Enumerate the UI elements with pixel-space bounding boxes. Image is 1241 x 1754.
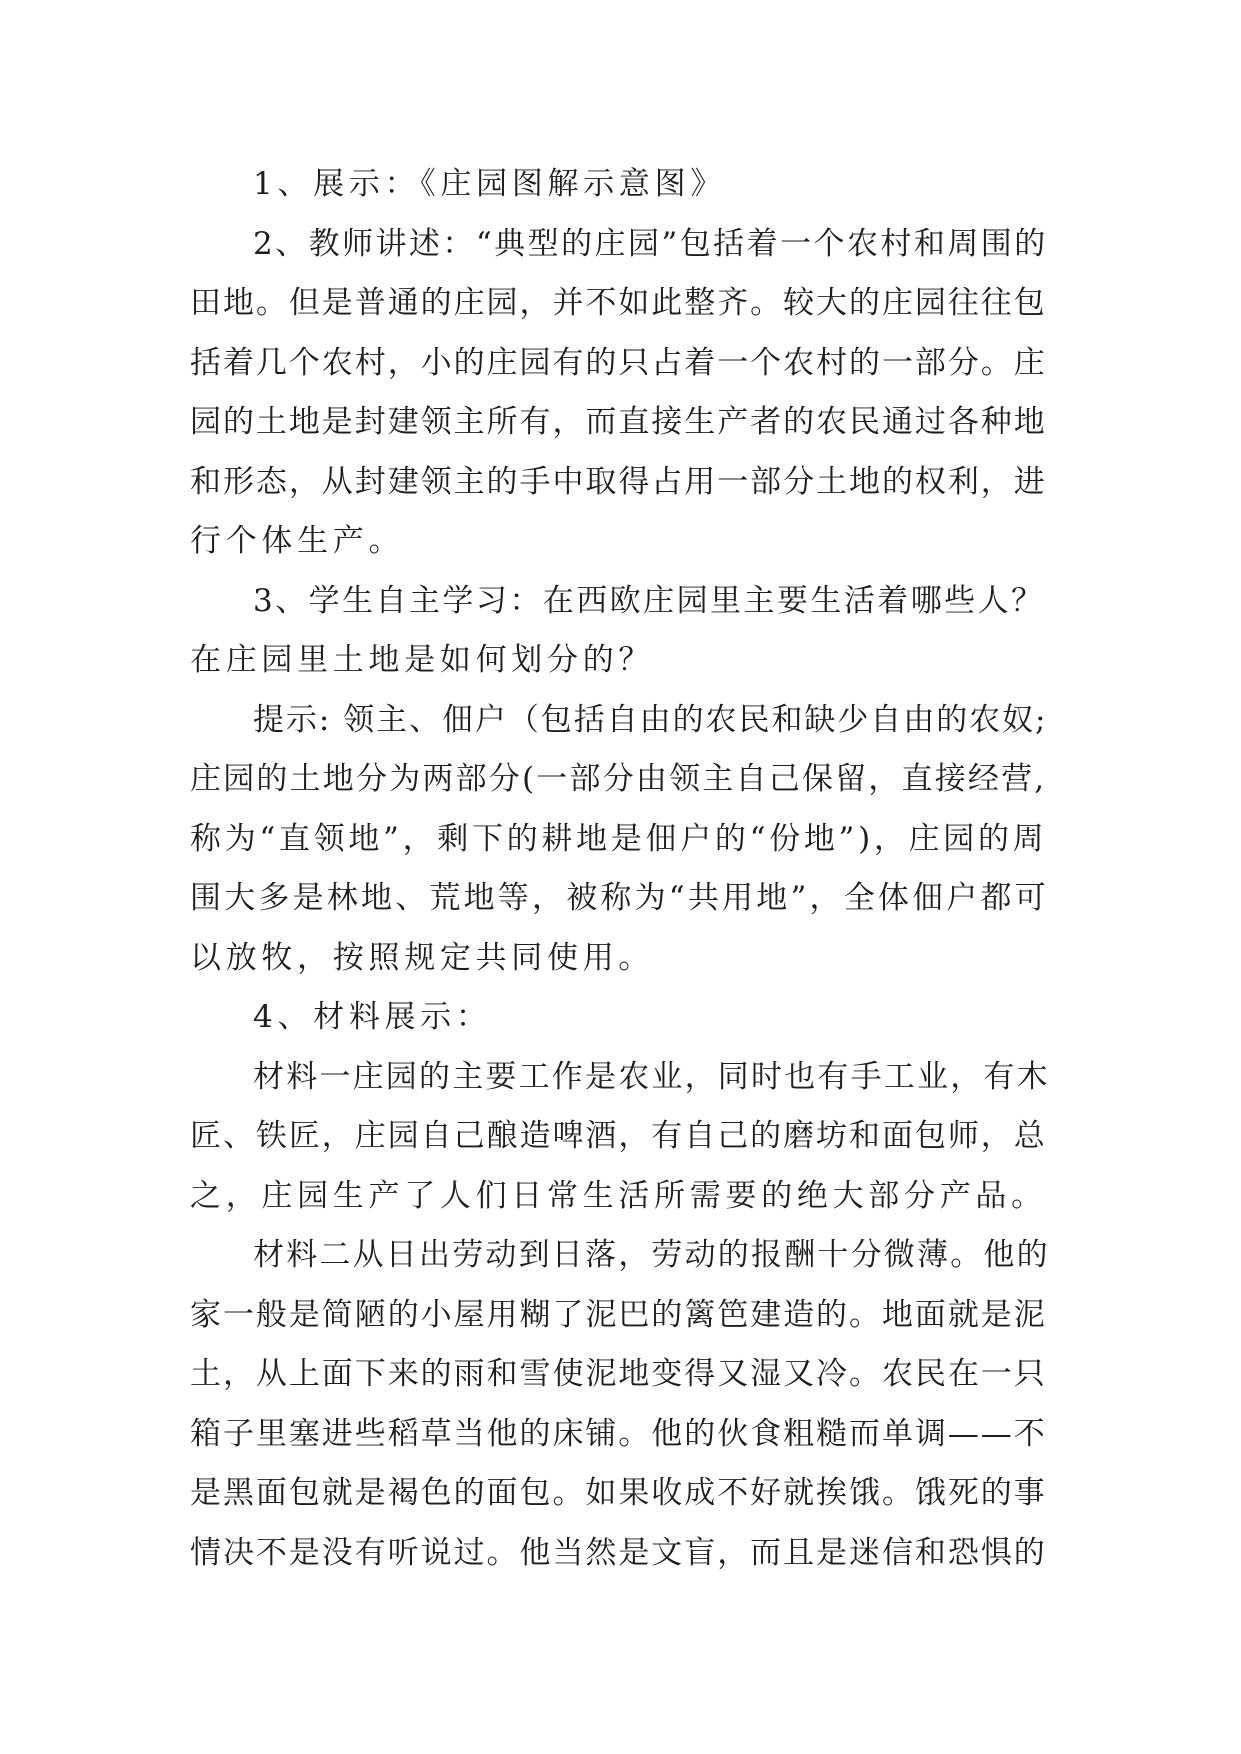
text-line: 匠、铁匠，庄园自己酿造啤酒，有自己的磨坊和面包师，总 [190, 1118, 1047, 1154]
text-line: 括着几个农村，小的庄园有的只占着一个农村的一部分。庄 [190, 344, 1047, 381]
text-line: 在庄园里土地是如何划分的？ [190, 642, 655, 678]
text-line: 4、材料展示： [253, 999, 492, 1035]
text-line: 1、展示：《庄园图解示意图》 [253, 166, 727, 202]
text-line: 提示: 领主、佃户（包括自由的农民和缺少自由的农奴; [253, 701, 1048, 738]
text-line: 土，从上面下来的雨和雪使泥地变得又湿又冷。农民在一只 [190, 1356, 1047, 1392]
text-line: 田地。但是普通的庄园，并不如此整齐。较大的庄园往往包 [190, 285, 1047, 321]
text-line: 称为“直领地”，剩下的耕地是佃户的“份地”)，庄园的周 [190, 820, 1048, 857]
text-line: 材料一庄园的主要工作是农业，同时也有手工业，有木 [253, 1058, 1050, 1095]
text-line: 和形态，从封建领主的手中取得占用一部分土地的权利，进 [190, 463, 1047, 500]
text-line: 3、学生自主学习：在西欧庄园里主要生活着哪些人？ [253, 582, 1045, 619]
document-body [190, 155, 1050, 1583]
text-line: 之，庄园生产了人们日常生活所需要的绝大部分产品。 [190, 1177, 1047, 1214]
text-line: 箱子里塞进些稻草当他的床铺。他的伙食粗糙而单调——不 [190, 1415, 1047, 1452]
text-line: 材料二从日出劳动到日落，劳动的报酬十分微薄。他的 [253, 1237, 1050, 1273]
text-line: 2、教师讲述：“典型的庄园”包括着一个农村和周围的 [253, 225, 1048, 262]
text-line: 行个体生产。 [190, 523, 405, 559]
text-line: 情决不是没有听说过。他当然是文盲，而且是迷信和恐惧的 [190, 1534, 1047, 1571]
text-line: 家一般是简陋的小屋用糊了泥巴的篱笆建造的。地面就是泥 [190, 1296, 1047, 1333]
text-line: 围大多是林地、荒地等，被称为“共用地”，全体佃户都可 [190, 880, 1049, 916]
text-line: 是黑面包就是褐色的面包。如果收成不好就挨饿。饿死的事 [190, 1475, 1047, 1511]
text-line: 以放牧，按照规定共同使用。 [190, 939, 655, 976]
text-line: 园的土地是封建领主所有，而直接生产者的农民通过各种地 [190, 404, 1047, 440]
text-line: 庄园的土地分为两部分(一部分由领主自己保留，直接经营, [190, 761, 1047, 797]
